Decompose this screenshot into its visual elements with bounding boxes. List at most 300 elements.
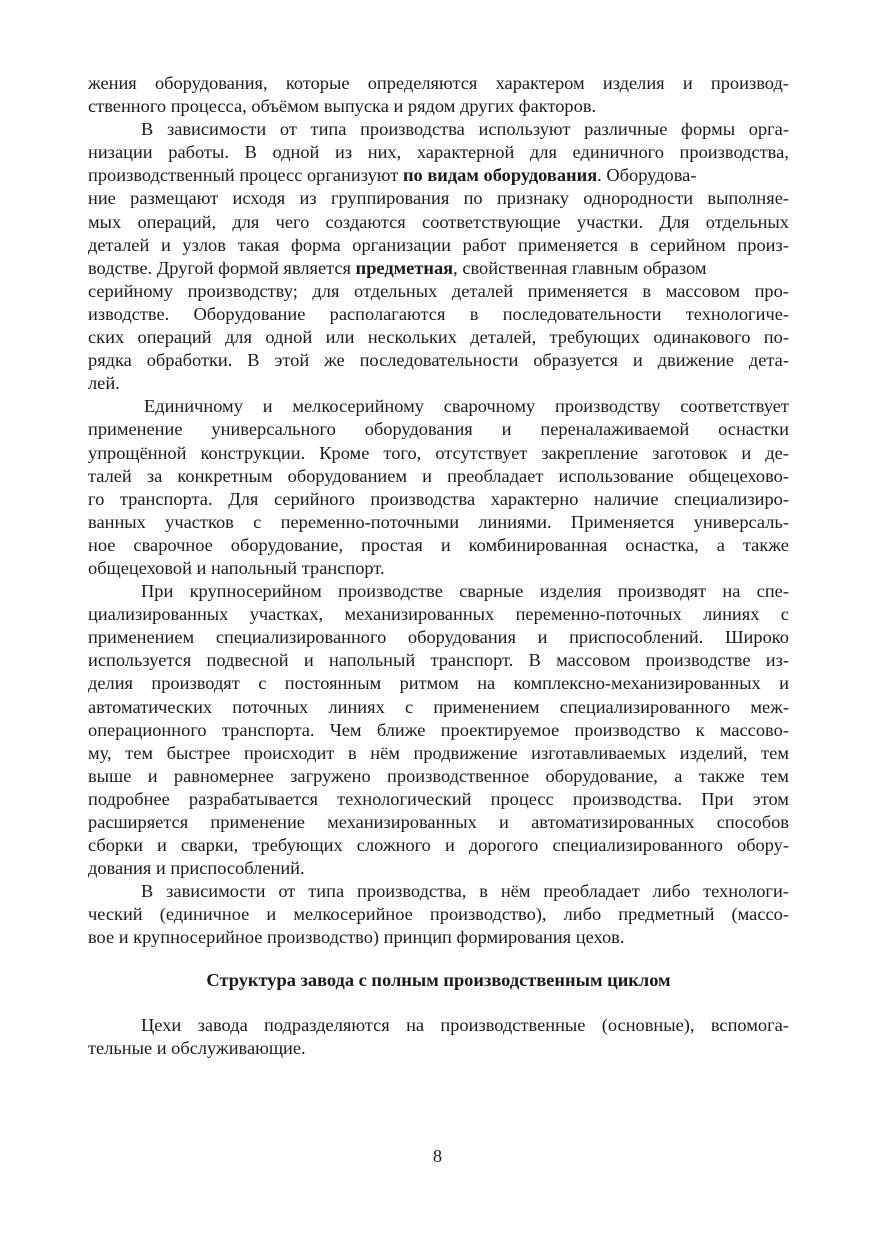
word: приспособлений.: [170, 858, 305, 879]
text-line: [88, 488, 789, 511]
word: Чем: [329, 719, 362, 740]
word: исходя: [232, 188, 286, 209]
word: одной: [265, 327, 313, 348]
word: рядом: [407, 96, 456, 117]
word: узлов: [182, 234, 226, 255]
word: расширяется: [88, 812, 189, 832]
word: универсаль-: [693, 511, 789, 532]
text-line: [88, 788, 789, 811]
word: подробнее: [88, 788, 170, 809]
word: специализиро-: [674, 488, 789, 509]
word: отдельных: [705, 211, 789, 232]
word: на: [477, 673, 496, 694]
word: цехов.: [575, 927, 625, 948]
word: оборудование,: [230, 534, 344, 555]
word: сварки,: [180, 835, 239, 856]
text-line: [88, 765, 789, 788]
word: и: [632, 350, 643, 371]
text-line-with-bold: [88, 257, 789, 280]
text-segment: производственный процесс организуют: [88, 165, 403, 186]
word: также: [698, 765, 745, 786]
word: механизированных: [327, 812, 477, 832]
word: факторов.: [518, 96, 597, 117]
word: В: [141, 119, 154, 140]
word: транспорта.: [221, 719, 315, 740]
word: происходит: [243, 742, 335, 763]
word: располагаются: [329, 303, 446, 324]
word: в: [469, 303, 479, 324]
word: серийном: [650, 234, 726, 255]
word: производят: [617, 581, 707, 602]
word: Цехи: [141, 1014, 182, 1035]
word: производства,: [679, 142, 789, 163]
word: Единичному: [144, 396, 243, 417]
word: преобладает: [447, 465, 544, 486]
word: и: [156, 1037, 167, 1058]
word: деталей: [451, 280, 514, 301]
word: либо: [652, 881, 691, 902]
text-line: [88, 926, 789, 949]
word: и: [499, 812, 509, 832]
word: го: [88, 488, 105, 509]
word: ное: [88, 534, 116, 555]
word: оборудования: [407, 627, 516, 648]
word: Применяется: [570, 511, 675, 532]
word: орга-: [748, 119, 789, 140]
word: конкретным: [177, 465, 273, 486]
word: автоматических: [88, 696, 213, 717]
word: с: [404, 696, 414, 717]
text-line: [88, 211, 789, 234]
word: циализированных: [88, 604, 229, 625]
word: работ: [462, 234, 507, 255]
word: де-: [765, 442, 789, 463]
word: производству;: [187, 280, 298, 301]
word: движение: [657, 350, 735, 371]
word: единичного: [572, 142, 664, 163]
word: массовом: [556, 650, 631, 671]
text-line-with-bold: [88, 164, 789, 187]
word: определяются: [367, 73, 478, 93]
word: применением: [88, 627, 195, 648]
section-spacer: [88, 992, 789, 1014]
word: признаку: [496, 188, 569, 209]
word: ческий: [88, 904, 143, 925]
text-line: [88, 118, 789, 141]
word: по: [463, 188, 483, 209]
word: мых: [88, 211, 122, 232]
word: конструкции.: [200, 442, 306, 463]
word: линиях: [328, 696, 385, 717]
word: (основные),: [601, 1014, 695, 1035]
page-number: 8: [432, 1146, 443, 1166]
word: в: [479, 881, 488, 902]
word: сборки: [88, 835, 143, 856]
word: дования: [88, 858, 152, 879]
word: а: [674, 765, 683, 786]
text-line: [88, 1037, 789, 1060]
word: меж-: [750, 696, 789, 717]
word: переналаживаемой: [540, 419, 690, 440]
word: делия: [88, 673, 133, 694]
word: чего: [275, 211, 310, 232]
word: процесса,: [170, 96, 247, 117]
word: технологи-: [703, 881, 789, 902]
text-line: [88, 187, 789, 210]
bold-term: предметная: [355, 257, 454, 278]
word: изготавливаемых: [531, 742, 667, 763]
word: тем: [761, 765, 789, 786]
word: характерно: [490, 488, 579, 509]
word: от: [278, 881, 296, 902]
word: закрепление: [541, 442, 639, 463]
word: характером: [495, 73, 585, 93]
word: и: [118, 927, 129, 948]
word: Широко: [725, 627, 789, 648]
word: загружено: [290, 765, 371, 786]
word: Для: [228, 488, 259, 509]
word: производства.: [572, 788, 683, 809]
word: применение: [88, 419, 183, 440]
text-line: [88, 1014, 789, 1037]
word: специализированного: [215, 627, 387, 648]
word: требующих: [549, 327, 640, 348]
word: принцип: [383, 927, 452, 948]
word: использование: [558, 465, 674, 486]
word: способов: [716, 812, 789, 832]
word: ственного: [88, 96, 167, 117]
text-line: [88, 719, 789, 742]
word: производства: [360, 119, 465, 140]
word: типа: [310, 119, 347, 140]
word: равномернее: [173, 765, 274, 786]
word: напольный: [329, 650, 416, 671]
word: же: [324, 350, 345, 371]
text-line: [88, 326, 789, 349]
word: соответствует: [680, 396, 789, 417]
word: ближе: [376, 719, 426, 740]
word: дорогого: [468, 835, 539, 856]
word: создаются: [325, 211, 406, 232]
section-heading: Структура завода с полным производственным циклом: [206, 969, 671, 990]
word: нескольких: [367, 327, 457, 348]
word: и: [303, 650, 314, 671]
word: и: [682, 73, 693, 93]
text-line: [88, 234, 789, 257]
word: напольный: [210, 557, 298, 578]
word: и: [440, 534, 451, 555]
word: деталей: [88, 234, 150, 255]
word: или: [325, 327, 355, 348]
word: В: [528, 650, 541, 671]
word: преобладает: [543, 881, 640, 902]
word: дета-: [748, 350, 789, 371]
word: на: [722, 581, 741, 602]
word: про-: [754, 280, 789, 301]
word: типа: [308, 881, 345, 902]
word: на: [406, 1014, 425, 1035]
word: производству: [555, 396, 661, 417]
word: участков: [165, 511, 234, 532]
word: с: [780, 604, 789, 625]
word: крупносерийном: [189, 581, 322, 602]
word: специализированного: [559, 696, 731, 717]
word: этом: [752, 788, 789, 809]
word: подразделяются: [264, 1014, 390, 1035]
word: деталей,: [470, 327, 537, 348]
text-line: [88, 834, 789, 857]
word: При: [141, 581, 174, 602]
word: форма: [290, 234, 341, 255]
word: оборудования,: [154, 73, 268, 93]
word: комбинированная: [468, 534, 608, 555]
word: тем: [125, 742, 154, 763]
word: вспомога-: [710, 1014, 789, 1035]
text-line: [88, 557, 789, 580]
text-line: [88, 811, 789, 834]
word: завода: [197, 1014, 248, 1035]
word: серийному: [88, 280, 173, 301]
word: которые: [285, 73, 350, 93]
text-line: [88, 742, 789, 765]
word: массовом: [665, 280, 740, 301]
text-line: [88, 349, 789, 372]
word: Оборудование: [193, 303, 306, 324]
word: и: [262, 396, 273, 417]
word: организации: [352, 234, 452, 255]
word: и: [444, 835, 455, 856]
word: сложного: [356, 835, 431, 856]
text-line: [88, 880, 789, 903]
word: приспособлений.: [569, 627, 704, 648]
word: применением: [433, 696, 540, 717]
word: одинакового: [653, 327, 751, 348]
word: одной: [272, 142, 320, 163]
word: размещают: [130, 188, 219, 209]
word: выпуска: [323, 96, 389, 117]
word: формирования: [456, 927, 572, 948]
text-line: [88, 372, 789, 395]
word: для: [232, 211, 260, 232]
word: производ-: [710, 73, 789, 93]
text-line: [88, 603, 789, 626]
word: наличие: [594, 488, 659, 509]
word: однородности: [583, 188, 694, 209]
word: последовательности: [359, 350, 519, 371]
word: и: [741, 442, 752, 463]
word: с: [258, 673, 267, 694]
word: применяется: [527, 280, 628, 301]
word: производстве: [338, 581, 443, 602]
word: производственное: [387, 765, 530, 786]
word: тельные: [88, 1037, 153, 1058]
text-line: [88, 303, 789, 326]
word: выше: [88, 765, 132, 786]
page-body: [88, 72, 789, 1060]
word: му,: [88, 742, 112, 763]
word: технологиче-: [685, 303, 789, 324]
text-line: [88, 672, 789, 695]
word: этой: [274, 350, 310, 371]
word: образуется: [533, 350, 619, 371]
word: упрощённой: [88, 442, 187, 463]
word: характерной: [416, 142, 515, 163]
word: применяется: [518, 234, 619, 255]
text-line: [88, 280, 789, 303]
word: проектируемое: [440, 719, 560, 740]
word: соответствующие: [421, 211, 561, 232]
word: изделий,: [679, 742, 748, 763]
word: такая: [237, 234, 280, 255]
word: оборудованием: [287, 465, 408, 486]
word: Кроме: [319, 442, 370, 463]
text-line: [88, 395, 789, 418]
word: из: [335, 142, 353, 163]
word: спе-: [756, 581, 789, 602]
word: для: [224, 327, 252, 348]
word: простая: [361, 534, 423, 555]
word: (массо-: [731, 904, 789, 925]
word: изводстве.: [88, 303, 170, 324]
word: серийного: [274, 488, 355, 509]
word: и: [156, 835, 167, 856]
word: работы.: [168, 142, 229, 163]
word: лей.: [88, 373, 120, 394]
word: производства: [370, 488, 476, 509]
text-line: [88, 903, 789, 926]
text-line: [88, 511, 789, 534]
word: производственные: [440, 1014, 586, 1035]
word: крупносерийное: [133, 927, 263, 948]
word: Для: [659, 211, 690, 232]
text-line: [88, 580, 789, 603]
word: группирования: [330, 188, 450, 209]
word: произ-: [737, 234, 789, 255]
section-spacer: [88, 950, 789, 968]
word: участки.: [576, 211, 644, 232]
word: производстве: [645, 650, 751, 671]
word: технологический: [337, 788, 472, 809]
word: разрабатывается: [188, 788, 318, 809]
word: и: [196, 557, 207, 578]
word: зависимости: [166, 881, 266, 902]
word: операционного: [88, 719, 207, 740]
word: изделия: [539, 581, 602, 602]
word: механизированных: [344, 604, 495, 625]
word: а: [716, 534, 725, 555]
word: изделия: [602, 73, 665, 93]
bold-term: по видам оборудования: [402, 165, 598, 186]
word: подвесной: [206, 650, 289, 671]
word: либо: [563, 904, 602, 925]
word: и: [266, 904, 277, 925]
word: и: [537, 627, 548, 648]
text-line: [88, 442, 789, 465]
word: рядка: [88, 350, 132, 371]
word: от: [279, 119, 297, 140]
word: общецеховой: [88, 557, 192, 578]
word: быстрее: [166, 742, 231, 763]
word: различные: [584, 119, 668, 140]
word: В: [141, 881, 154, 902]
word: оборудование,: [545, 765, 658, 786]
text-line: [88, 534, 789, 557]
word: из: [299, 188, 317, 209]
word: низации: [88, 142, 153, 163]
word: производство: [574, 719, 681, 740]
word: поточных: [232, 696, 309, 717]
word: для: [312, 280, 340, 301]
word: производства,: [357, 881, 467, 902]
word: формы: [681, 119, 736, 140]
text-segment: . Оборудова-: [597, 165, 697, 186]
word: линиями.: [478, 511, 552, 532]
word: с: [253, 511, 262, 532]
word: При: [701, 788, 734, 809]
word: обработки.: [146, 350, 233, 371]
word: ских: [88, 327, 125, 348]
word: в: [642, 280, 652, 301]
word: операций: [137, 327, 212, 348]
text-line: [88, 649, 789, 672]
text-line: [88, 95, 789, 118]
word: последовательности: [502, 303, 662, 324]
text-line: [88, 465, 789, 488]
word: обору-: [736, 835, 789, 856]
word: производят: [151, 673, 240, 694]
word: других: [459, 96, 515, 117]
word: и: [779, 673, 789, 694]
word: тем: [761, 742, 789, 763]
word: оборудования: [364, 419, 473, 440]
word: общецехово-: [688, 465, 789, 486]
word: из-: [765, 650, 789, 671]
word: и: [155, 858, 166, 879]
word: нём: [370, 742, 400, 763]
word: операций,: [137, 211, 217, 232]
word: используют: [478, 119, 571, 140]
word: предметный: [618, 904, 715, 925]
word: оснастка,: [625, 534, 699, 555]
text-segment: водстве. Другой формой является: [88, 257, 356, 278]
word: обслуживающие.: [171, 1037, 306, 1058]
word: и: [160, 234, 171, 255]
word: сварные: [459, 581, 524, 602]
word: за: [146, 465, 163, 486]
word: жения: [88, 73, 137, 93]
word: процесс: [490, 788, 554, 809]
word: В: [247, 350, 260, 371]
word: талей: [88, 465, 132, 486]
word: автоматизированных: [531, 812, 695, 832]
word: также: [742, 534, 789, 555]
text-segment: , свойственная главным образом: [453, 257, 707, 278]
word: переменно-поточными: [280, 511, 460, 532]
word: массово-: [719, 719, 789, 740]
word: и: [501, 419, 512, 440]
word: транспорта.: [119, 488, 213, 509]
word: ритмом: [399, 673, 459, 694]
word: нём: [500, 881, 531, 902]
word: постоянным: [284, 673, 382, 694]
word: зависимости: [166, 119, 267, 140]
word: ние: [88, 188, 116, 209]
word: транспорт.: [430, 650, 514, 671]
word: универсального: [211, 419, 336, 440]
text-line: [88, 141, 789, 164]
word: того,: [383, 442, 422, 463]
word: производство),: [429, 904, 547, 925]
